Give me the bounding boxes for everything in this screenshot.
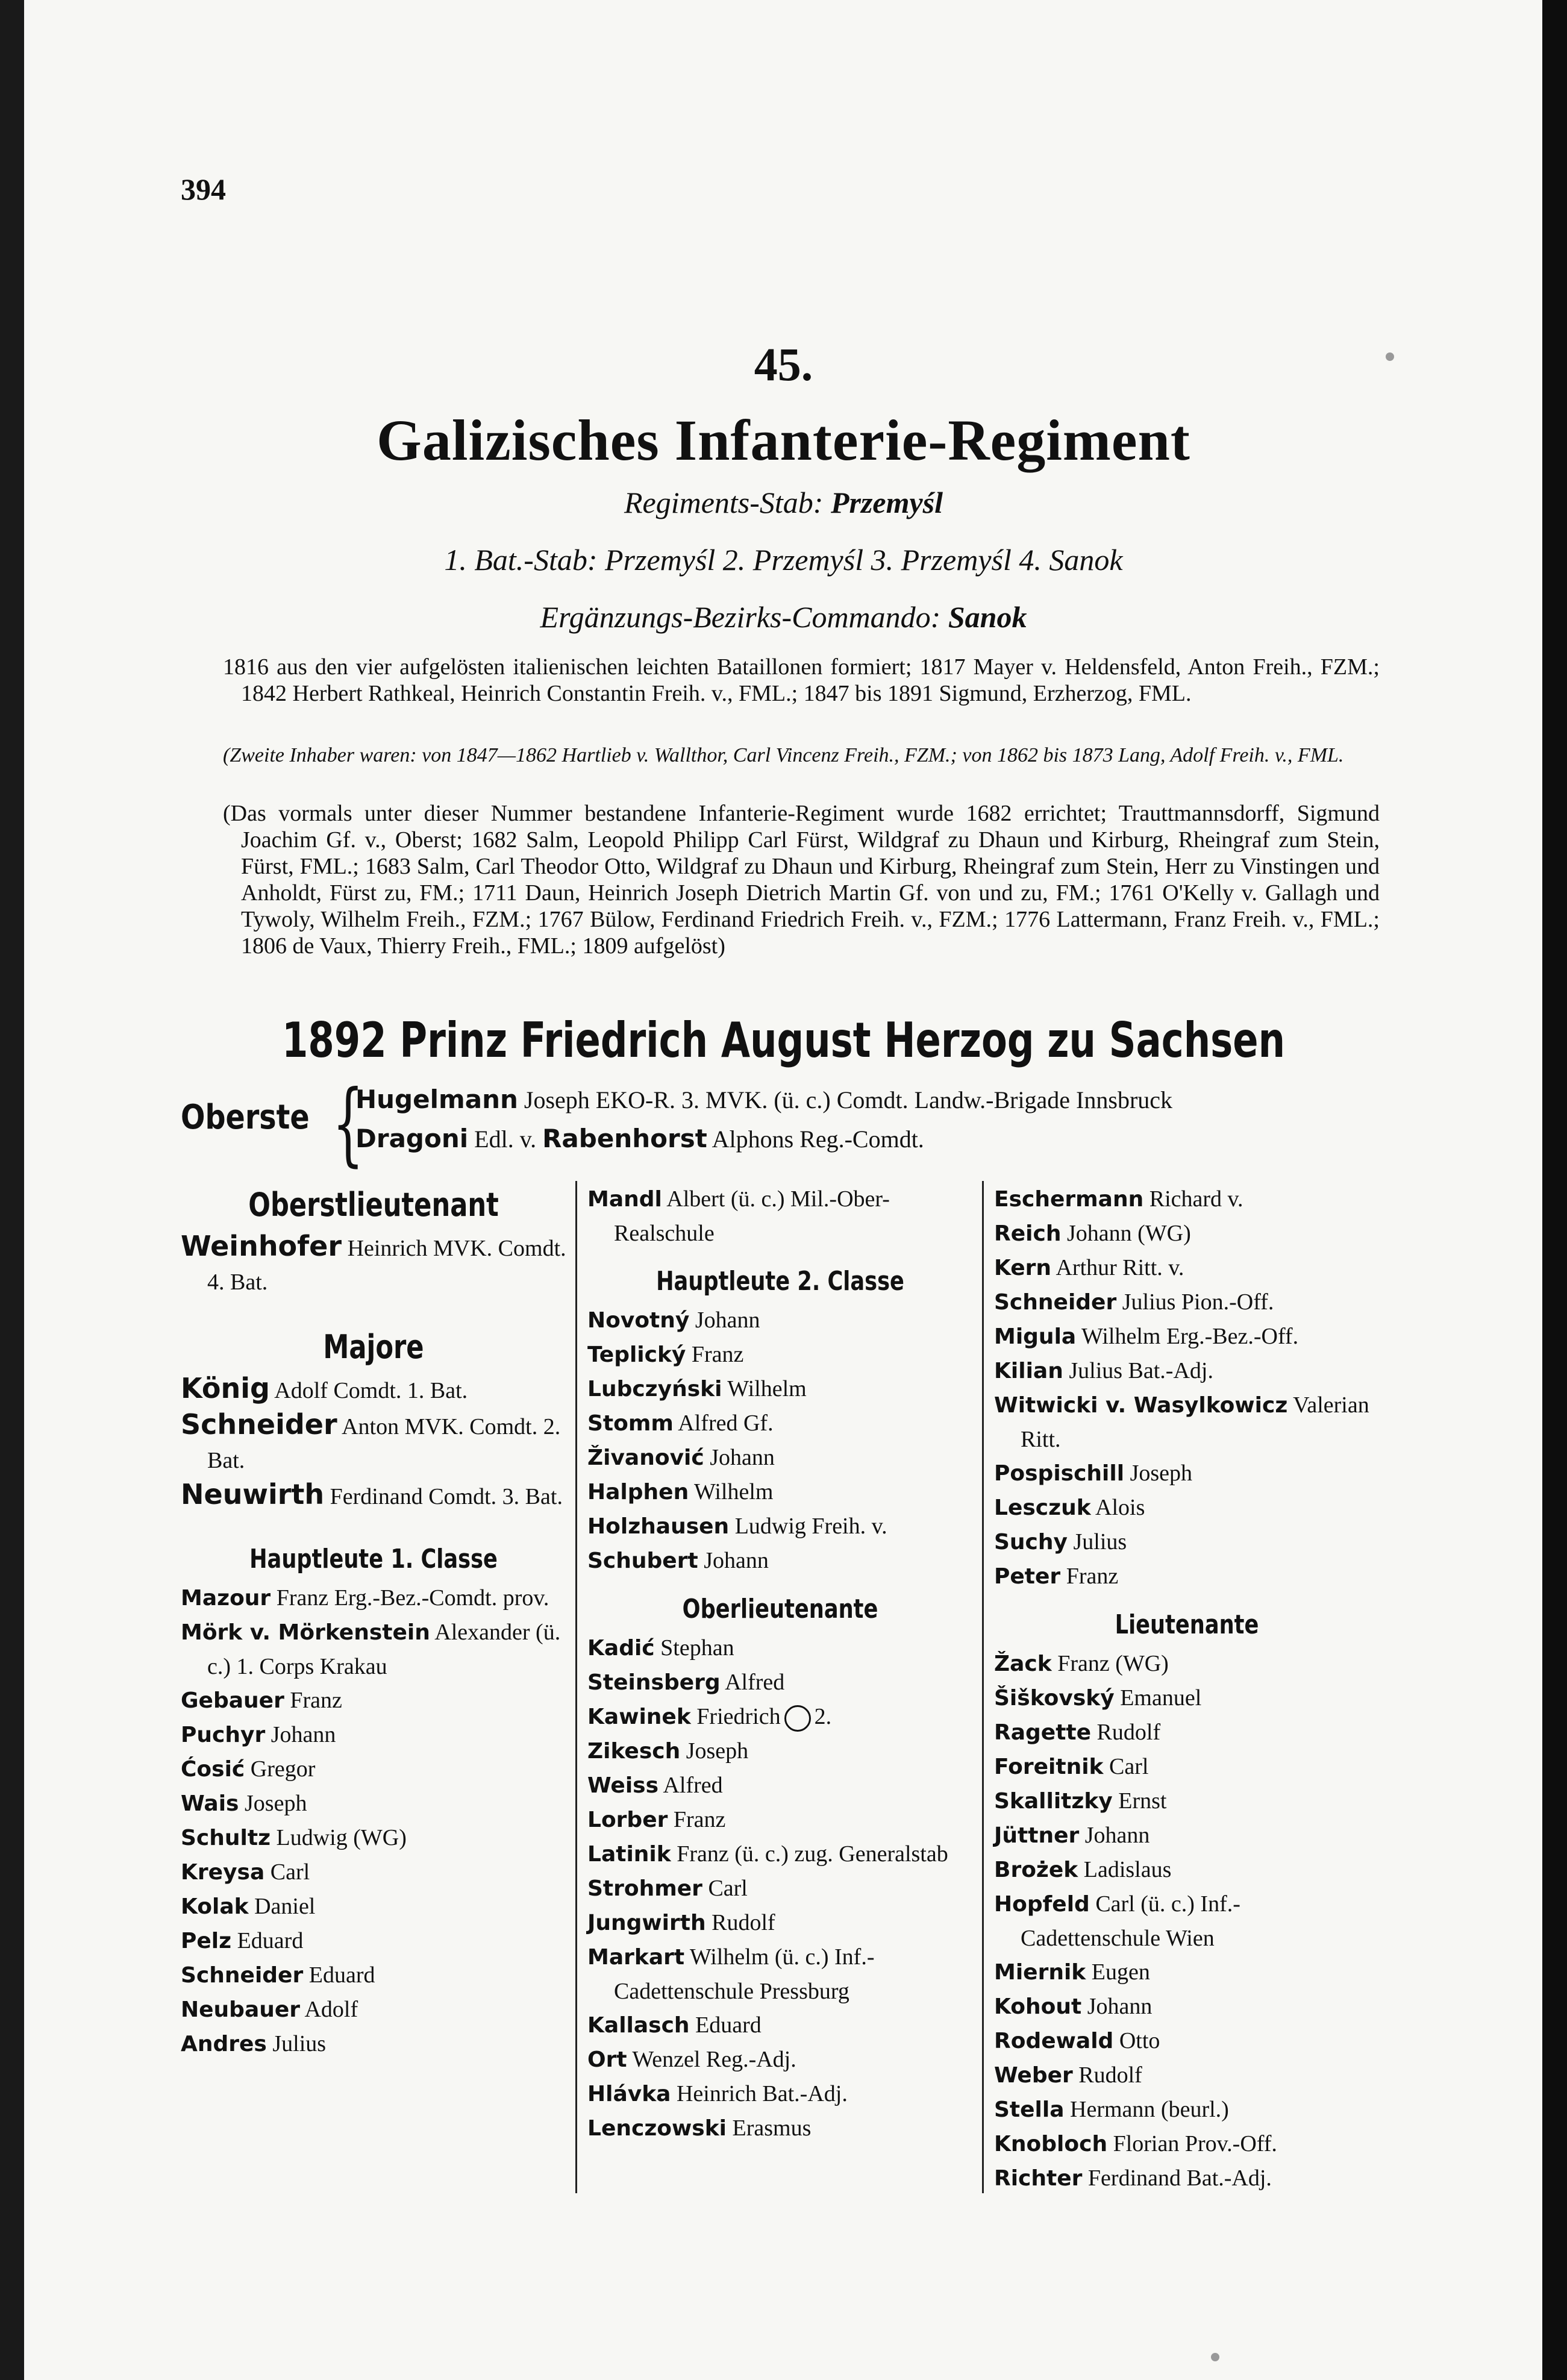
- majore-heading: Majore: [323, 1328, 424, 1366]
- scan-speck: [1386, 352, 1394, 361]
- history-paragraph: [223, 654, 1380, 707]
- lieutenante-heading: Lieutenante: [1115, 1609, 1259, 1640]
- list-item: Ragette Rudolf: [994, 1720, 1161, 1745]
- list-item: Hopfeld Carl (ü. c.) Inf.-Cadettenschule Wien: [994, 1891, 1240, 1951]
- list-item: Lesczuk Alois: [994, 1495, 1145, 1520]
- list-item: Skallitzky Ernst: [994, 1788, 1167, 1814]
- list-item: Gebauer Franz: [181, 1688, 342, 1713]
- inhaber-heading: 1892 Prinz Friedrich August Herzog zu Sachsen: [281, 1012, 1286, 1068]
- list-item: Lorber Franz: [587, 1807, 726, 1832]
- ergaenzungs-bezirk: [0, 600, 1567, 634]
- list-item: Novotný Johann: [587, 1307, 760, 1333]
- list-item: Teplický Franz: [587, 1342, 744, 1367]
- list-item: Rodewald Otto: [994, 2028, 1160, 2053]
- list-item: Kreysa Carl: [181, 1859, 310, 1885]
- oberst-row-1: [355, 1085, 1172, 1114]
- hauptleute-1-heading: Hauptleute 1. Classe: [249, 1544, 498, 1574]
- oberst-surname: Rabenhorst: [542, 1124, 707, 1153]
- list-item: Foreitnik Carl: [994, 1754, 1149, 1779]
- list-item: Jüttner Johann: [994, 1823, 1150, 1848]
- brace-icon: {: [332, 1071, 364, 1176]
- column-rule: [982, 1181, 984, 2193]
- list-item: Migula Wilhelm Erg.-Bez.-Off.: [994, 1324, 1299, 1349]
- list-item: Latinik Franz (ü. c.) zug. Generalstab: [587, 1841, 948, 1867]
- list-item: Knobloch Florian Prov.-Off.: [994, 2131, 1277, 2156]
- list-item: Neuwirth Ferdinand Comdt. 3. Bat.: [181, 1478, 563, 1511]
- oberst-mid: Edl. v.: [468, 1126, 543, 1153]
- oberst-row-2: [355, 1124, 924, 1153]
- list-item: Kohout Johann: [994, 1994, 1153, 2019]
- column-rule: [575, 1181, 577, 2193]
- list-item: Strohmer Carl: [587, 1876, 748, 1901]
- list-item: Schneider Anton MVK. Comdt. 2. Bat.: [181, 1408, 561, 1473]
- list-item: Schubert Johann: [587, 1548, 769, 1573]
- page-number: 394: [181, 172, 226, 206]
- list-item: Stomm Alfred Gf.: [587, 1411, 774, 1436]
- list-item: Wais Joseph: [181, 1791, 307, 1816]
- list-item: Holzhausen Ludwig Freih. v.: [587, 1514, 887, 1539]
- list-item: Weinhofer Heinrich MVK. Comdt. 4. Bat.: [181, 1230, 566, 1295]
- list-item: Lenczowski Erasmus: [587, 2115, 812, 2141]
- zweite-inhaber-paragraph: [223, 742, 1380, 769]
- list-item: Stella Hermann (beurl.): [994, 2097, 1229, 2122]
- list-item: Neubauer Adolf: [181, 1997, 358, 2022]
- list-item: Lubczyński Wilhelm: [587, 1376, 807, 1401]
- scan-speck: [1211, 2353, 1219, 2361]
- list-item: Andres Julius: [181, 2031, 327, 2056]
- oberst-details: Alphons Reg.-Comdt.: [707, 1126, 924, 1153]
- list-item: Witwicki v. Wasylkowicz Valerian Ritt.: [994, 1392, 1369, 1452]
- history-text: 1816 aus den vier aufgelösten italienischen leichten Bataillonen formiert; 1817 Mayer v. Heldensfeld, Anton Freih., FZM.; 1842 Herbert Rathkeal, Heinrich Constantin Freih. v., FML.; 1847 bis 1891 Sigmund, Erzherzog, FML.: [223, 654, 1380, 706]
- list-item: Hlávka Heinrich Bat.-Adj.: [587, 2081, 848, 2106]
- list-item: Kawinek Friedrich 2.: [587, 1700, 973, 1734]
- oberstlieutenant-heading: Oberstlieutenant: [248, 1186, 499, 1224]
- list-item: Brożek Ladislaus: [994, 1857, 1172, 1882]
- decoration-circle-icon: [784, 1705, 811, 1732]
- list-item: Jungwirth Rudolf: [587, 1910, 775, 1935]
- list-item: Schultz Ludwig (WG): [181, 1825, 407, 1850]
- list-item: Mörk v. Mörkenstein Alexander (ü. c.) 1. Corps Krakau: [181, 1620, 561, 1679]
- oberst-name: Dragoni: [355, 1124, 469, 1153]
- oberste-label: Oberste: [181, 1098, 310, 1137]
- list-item: Puchyr Johann: [181, 1722, 336, 1747]
- list-item: Kallasch Eduard: [587, 2012, 762, 2038]
- list-item: Kilian Julius Bat.-Adj.: [994, 1358, 1213, 1383]
- list-item: Schneider Julius Pion.-Off.: [994, 1289, 1274, 1315]
- list-item: Mazour Franz Erg.-Bez.-Comdt. prov.: [181, 1585, 549, 1611]
- list-item: Zikesch Joseph: [587, 1738, 749, 1764]
- list-item: König Adolf Comdt. 1. Bat.: [181, 1372, 468, 1405]
- list-item: Pelz Eduard: [181, 1928, 304, 1953]
- stab-label: Regiments-Stab:: [624, 486, 824, 519]
- regiments-stab: [0, 485, 1567, 520]
- list-item: Kern Arthur Ritt. v.: [994, 1255, 1184, 1280]
- regiment-number: 45.: [754, 338, 813, 390]
- list-item: Kolak Daniel: [181, 1894, 316, 1919]
- list-item: Steinsberg Alfred: [587, 1670, 785, 1695]
- column-1: [181, 1181, 566, 2061]
- column-3: [994, 1182, 1380, 2196]
- list-item: Šiškovský Emanuel: [994, 1685, 1202, 1711]
- list-item: Weiss Alfred: [587, 1773, 723, 1798]
- ergaenzung-place: Sanok: [948, 600, 1027, 634]
- oberst-details: Joseph EKO-R. 3. MVK. (ü. c.) Comdt. Landw.-Brigade Innsbruck: [518, 1086, 1173, 1113]
- list-item: Suchy Julius: [994, 1529, 1127, 1555]
- list-item: Schneider Eduard: [181, 1962, 375, 1988]
- list-item: Eschermann Richard v.: [994, 1186, 1243, 1212]
- list-item: Richter Ferdinand Bat.-Adj.: [994, 2165, 1272, 2191]
- hauptleute-2-heading: Hauptleute 2. Classe: [656, 1266, 904, 1297]
- ergaenzung-label: Ergänzungs-Bezirks-Commando:: [540, 600, 941, 634]
- list-item: Ort Wenzel Reg.-Adj.: [587, 2047, 796, 2072]
- vormals-paragraph: [223, 800, 1380, 959]
- list-item: Živanović Johann: [587, 1445, 775, 1470]
- list-item: Weber Rudolf: [994, 2062, 1142, 2088]
- list-item: Markart Wilhelm (ü. c.) Inf.-Cadettenschule Pressburg: [587, 1944, 875, 2004]
- stab-place: Przemyśl: [830, 486, 943, 519]
- list-item: Halphen Wilhelm: [587, 1479, 774, 1505]
- bataillon-stab: 1. Bat.-Stab: Przemyśl 2. Przemyśl 3. Przemyśl 4. Sanok: [444, 543, 1123, 577]
- regiment-title: Galizisches Infanterie-Regiment: [377, 408, 1190, 472]
- list-item: Peter Franz: [994, 1564, 1119, 1589]
- zweite-inhaber-text: (Zweite Inhaber waren: von 1847—1862 Hartlieb v. Wallthor, Carl Vincenz Freih., FZM.; von 1862 bis 1873 Lang, Adolf Freih. v., FML.: [223, 744, 1344, 766]
- list-item: Kadić Stephan: [587, 1635, 734, 1661]
- list-item: Žack Franz (WG): [994, 1651, 1169, 1676]
- list-item: Reich Johann (WG): [994, 1221, 1191, 1246]
- list-item: Miernik Eugen: [994, 1959, 1150, 1985]
- vormals-text: (Das vormals unter dieser Nummer bestandene Infanterie-Regiment wurde 1682 errichtet; Trauttmannsdorff, Sigmund Joachim Gf. v., Oberst; 1682 Salm, Leopold Philipp Carl Fürst, Wildgraf zu Dhaun und Kirburg, Rheingraf zum Stein, Fürst, FML.; 1683 Salm, Carl Theodor Otto, Wildgraf zu Dhaun und Kirburg, Rheingraf zum Stein, Herr zu Vinstingen und Anholdt, Fürst zu, FM.; 1711 Daun, Heinrich Joseph Dietrich Martin Gf. von und zu, FM.; 1761 O'Kelly v. Gallagh und Tywoly, Wilhelm Freih., FZM.; 1767 Bülow, Ferdinand Friedrich Freih. v., FZM.; 1776 Lattermann, Franz Freih. v., FML.; 1806 de Vaux, Thierry Freih., FML.; 1809 aufgelöst): [223, 801, 1380, 959]
- column-2: [587, 1182, 973, 2146]
- list-item: Pospischill Joseph: [994, 1461, 1193, 1486]
- list-item: Ćosić Gregor: [181, 1756, 316, 1782]
- list-item: Mandl Albert (ü. c.) Mil.-Ober-Realschule: [587, 1186, 890, 1246]
- oberst-name: Hugelmann: [355, 1085, 518, 1114]
- oberlieutenante-heading: Oberlieutenante: [682, 1594, 878, 1624]
